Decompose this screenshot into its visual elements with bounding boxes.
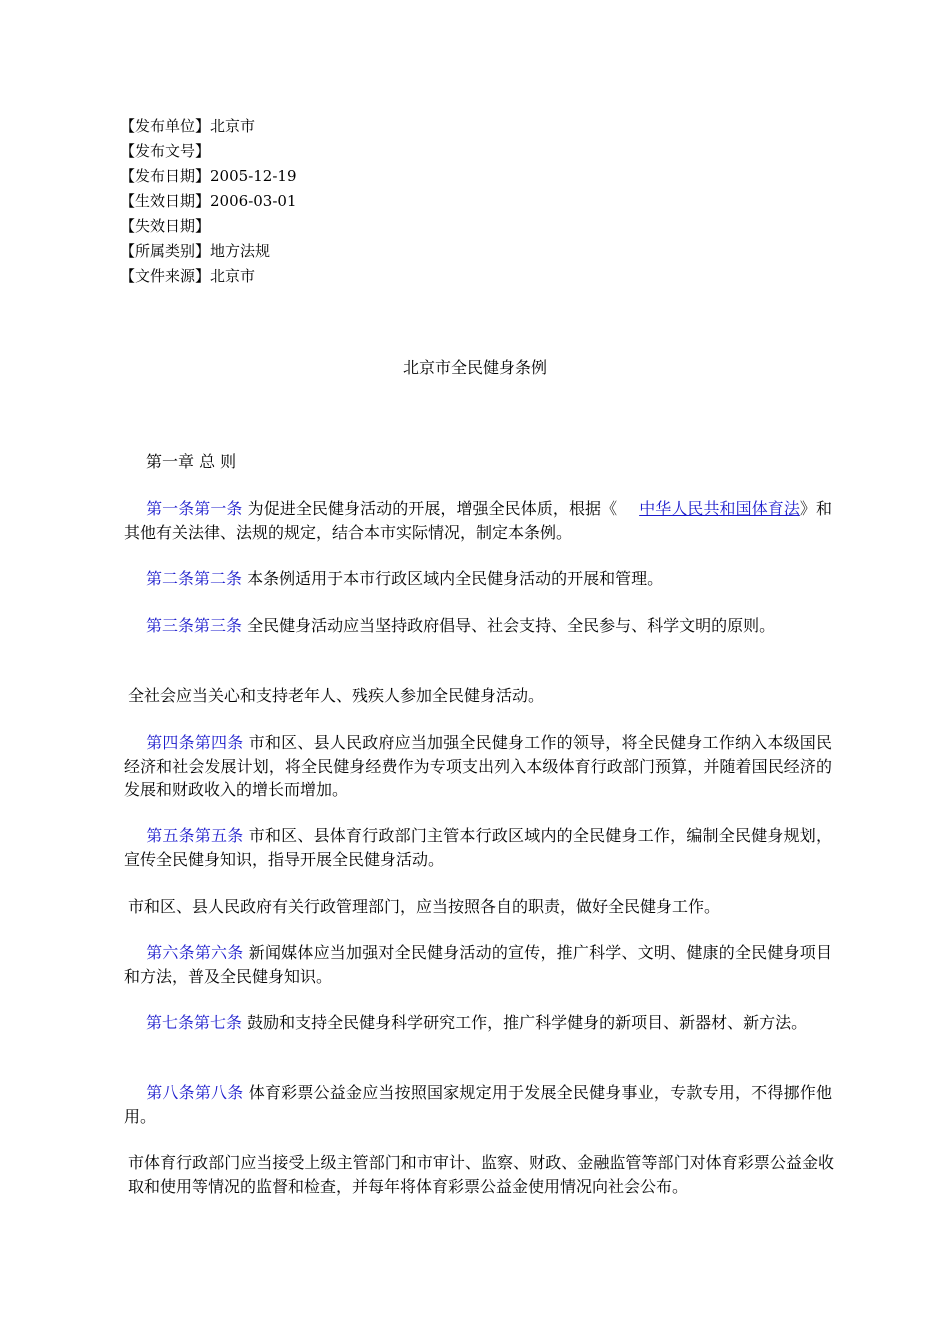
meta-expiry-date: 【失效日期】: [120, 217, 211, 235]
article-5: [124, 824, 832, 871]
article-1-text-tail: 》和其他有关法律、法规的规定，结合本市实际情况，制定本条例。: [124, 499, 832, 542]
article-6-label: 第六条第六条: [146, 943, 244, 962]
article-3-label: 第三条第三条: [146, 616, 243, 635]
article-7-text: 鼓励和支持全民健身科学研究工作，推广科学健身的新项目、新器材、新方法。: [242, 1013, 808, 1032]
article-4-text: 市和区、县人民政府应当加强全民健身工作的领导，将全民健身工作纳入本级国民经济和社会发展计划，将全民健身经费作为专项支出列入本级体育行政部门预算，并随着国民经济的发展和财政收入的增长而增加。: [124, 733, 832, 799]
document-title: 北京市全民健身条例: [402, 358, 547, 377]
article-8-text: 体育彩票公益金应当按照国家规定用于发展全民健身事业，专款专用，不得挪作他用。: [124, 1083, 832, 1126]
meta-doc-number: 【发布文号】: [120, 142, 211, 160]
law-reference-link[interactable]: 中华人民共和国体育法: [639, 499, 800, 518]
article-4: [124, 731, 832, 802]
article-3: [124, 614, 832, 638]
article-3-text: 全民健身活动应当坚持政府倡导、社会支持、全民参与、科学文明的原则。: [242, 616, 776, 635]
article-8: [124, 1081, 832, 1128]
article-4-label: 第四条第四条: [146, 733, 244, 752]
article-5-paragraph-2: 市和区、县人民政府有关行政管理部门，应当按照各自的职责，做好全民健身工作。: [128, 897, 721, 916]
document-metadata: [120, 114, 297, 289]
article-3-paragraph-2: 全社会应当关心和支持老年人、残疾人参加全民健身活动。: [128, 686, 545, 705]
article-7: [124, 1011, 832, 1035]
article-6-text: 新闻媒体应当加强对全民健身活动的宣传，推广科学、文明、健康的全民健身项目和方法，普及全民健身知识。: [124, 943, 832, 986]
article-5-text: 市和区、县体育行政部门主管本行政区域内的全民健身工作，编制全民健身规划，宣传全民健身知识，指导开展全民健身活动。: [124, 826, 832, 869]
article-8-label: 第八条第八条: [146, 1083, 244, 1102]
article-8-paragraph-2: 市体育行政部门应当接受上级主管部门和市审计、监察、财政、金融监管等部门对体育彩票公益金收取和使用等情况的监督和检查，并每年将体育彩票公益金使用情况向社会公布。: [128, 1153, 834, 1196]
article-6: [124, 941, 832, 988]
meta-source: 【文件来源】北京市: [120, 267, 256, 285]
article-7-label: 第七条第七条: [146, 1013, 243, 1032]
article-2: [124, 567, 832, 591]
chapter-heading: 第一章 总 则: [146, 452, 237, 471]
article-5-label: 第五条第五条: [146, 826, 244, 845]
meta-issuer: 【发布单位】北京市: [120, 117, 256, 135]
meta-category: 【所属类别】地方法规: [120, 242, 271, 260]
article-1: [124, 497, 832, 544]
meta-issue-date: 【发布日期】2005-12-19: [120, 167, 297, 185]
article-1-text: 为促进全民健身活动的开展，增强全民体质，根据《: [242, 499, 618, 518]
article-2-text: 本条例适用于本市行政区域内全民健身活动的开展和管理。: [242, 569, 664, 588]
meta-effective-date: 【生效日期】2006-03-01: [120, 192, 297, 210]
article-2-label: 第二条第二条: [146, 569, 243, 588]
article-1-label: 第一条第一条: [146, 499, 243, 518]
